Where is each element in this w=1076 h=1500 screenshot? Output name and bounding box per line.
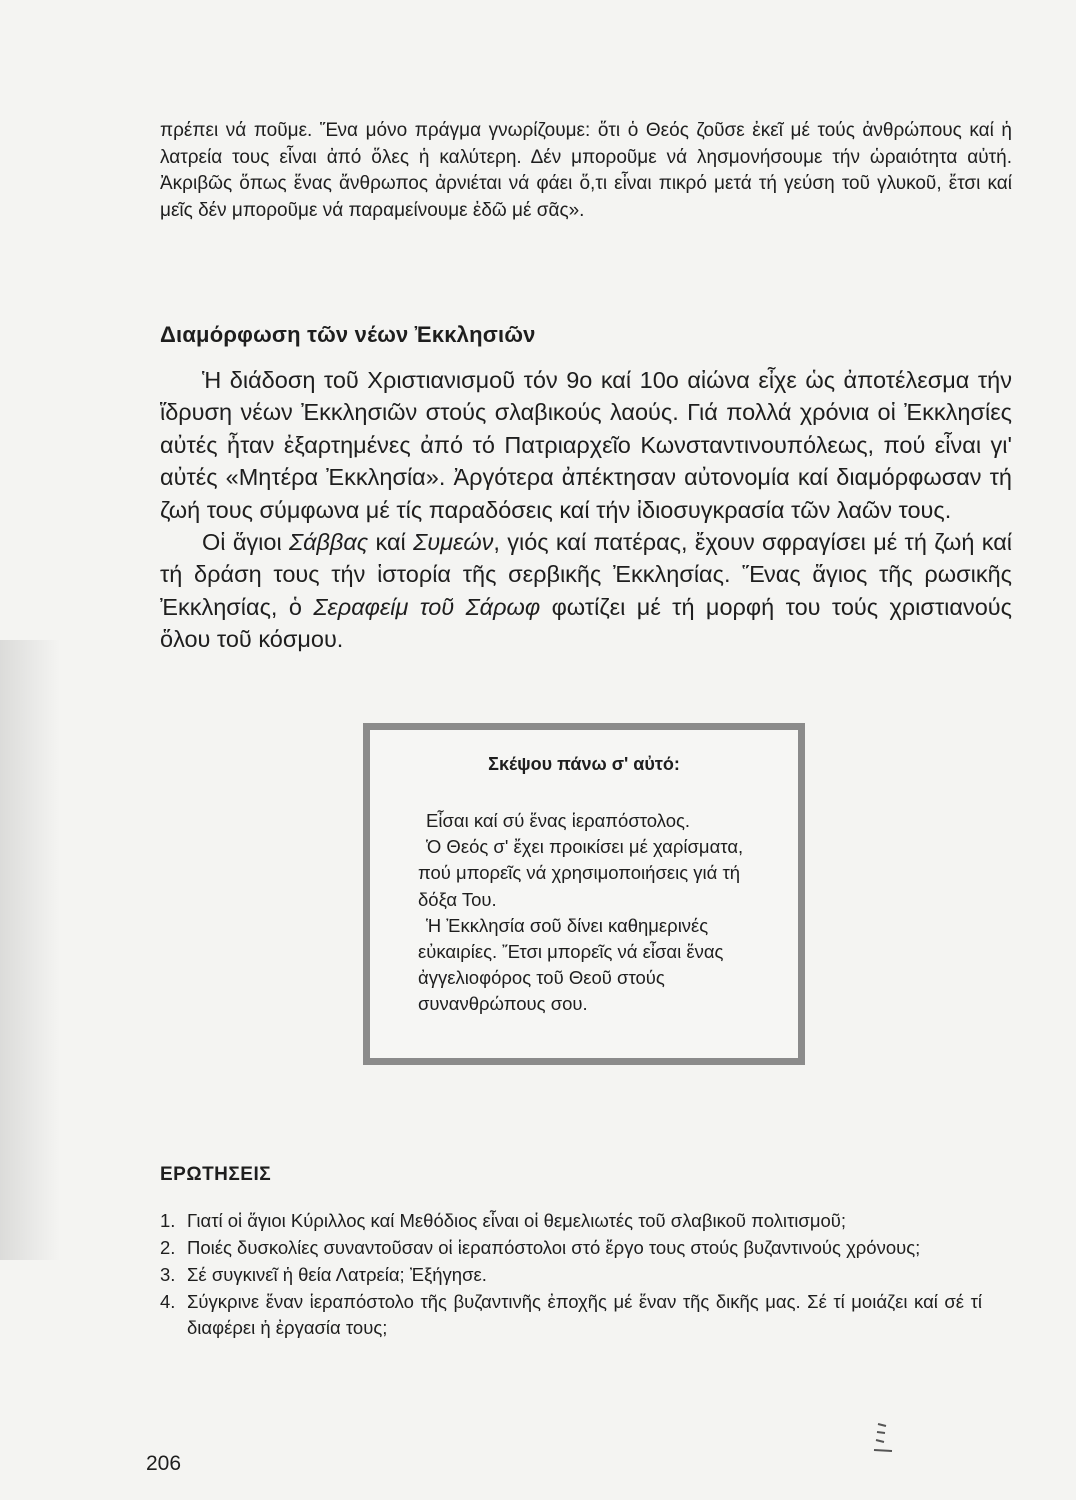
saint-name-seraphim: Σεραφείμ τοῦ Σάρωφ — [313, 593, 541, 620]
think-box-paragraph-3: Ἡ Ἐκκλησία σοῦ δίνει καθημερινές εὐκαιρίες. Ἔτσι μπορεῖς νά εἶσαι ἕνας ἀγγελιοφόρος τοῦ Θεοῦ στούς συνανθρώπους σου. — [418, 914, 724, 1015]
questions-list — [160, 1208, 982, 1342]
saint-name-savvas: Σάββας — [289, 529, 369, 556]
question-number: 4. — [160, 1291, 176, 1312]
saint-name-symeon: Συμεών — [413, 529, 494, 556]
think-box-paragraph-2: Ὁ Θεός σ' ἔχει προικίσει μέ χαρίσματα, πού μπορεῖς νά χρησιμοποιήσεις γιά τή δόξα Του. — [418, 836, 744, 910]
question-item — [160, 1235, 982, 1261]
question-number: 3. — [160, 1264, 176, 1285]
question-text: Γιατί οἱ ἅγιοι Κύριλλος καί Μεθόδιος εἶναι οἱ θεμελιωτές τοῦ σλαβικοῦ πολιτισμοῦ; — [187, 1210, 847, 1231]
think-about-it-box — [363, 723, 805, 1065]
think-box-title: Σκέψου πάνω σ' αὐτό: — [488, 754, 680, 774]
page-edge-shadow — [0, 640, 60, 1260]
ink-mark-icon — [872, 1420, 894, 1454]
section-paragraph-1: Ἡ διάδοση τοῦ Χριστιανισμοῦ τόν 9ο καί 10ο αἰώνα εἶχε ὡς ἀποτέλεσμα τήν ἵδρυση νέων Ἐκκλησιῶν στούς σλαβικούς λαούς. Γιά πολλά χρόνια οἱ Ἐκκλησίες αὐτές ἦταν ἐξαρτημένες ἀπό τό Πατριαρχεῖο Κωνσταντινουπόλεως, πού εἶναι γι' αὐτές «Μητέρα Ἐκκλησία». Ἀργότερα ἀπέκτησαν αὐτονομία καί διαμόρφωσαν τή ζωή τους σύμφωνα μέ τίς παραδόσεις καί τήν ἰδιοσυγκρασία τῶν λαῶν τους. — [160, 367, 1012, 523]
section-heading: Διαμόρφωση τῶν νέων Ἐκκλησιῶν — [160, 322, 536, 347]
section-body — [160, 364, 1012, 656]
text-run: , γιός καί πατέρας, ἔχουν σφραγίσει μέ τή ζωή καί τή δράση τους τήν ἱστορία τῆς σερβικῆς Ἐκκλησίας. Ἕνας ἅγιος τῆς ρωσικῆς Ἐκκλησίας, ὁ — [160, 529, 1013, 620]
question-text: Σύγκρινε ἕναν ἱεραπόστολο τῆς βυζαντινῆς ἐποχῆς μέ ἕναν τῆς δικῆς μας. Σέ τί μοιάζει καί σέ τί διαφέρει ἡ ἐργασία τους; — [187, 1291, 982, 1338]
intro-paragraph: πρέπει νά ποῦμε. Ἕνα μόνο πράγμα γνωρίζουμε: ὅτι ὁ Θεός ζοῦσε ἐκεῖ μέ τούς ἀνθρώπους καί ἡ λατρεία τους εἶναι ἀπό ὅλες ἡ καλύτερη. Δέν μποροῦμε νά λησμονήσουμε τήν ὡραιότητα αὐτή. Ἀκριβῶς ὅπως ἕνας ἄνθρωπος ἀρνιέται νά φάει ὅ,τι εἶναι πικρό μετά τή γεύση τοῦ γλυκοῦ, ἔτσι καί μεῖς δέν μποροῦμε νά παραμείνουμε ἐδῶ μέ σᾶς». — [160, 120, 1012, 221]
text-run: καί — [368, 529, 414, 556]
question-item — [160, 1208, 982, 1234]
question-number: 2. — [160, 1237, 176, 1258]
question-text: Σέ συγκινεῖ ἡ θεία Λατρεία; Ἐξήγησε. — [187, 1264, 487, 1285]
think-box-text — [418, 808, 758, 1018]
questions-heading: ΕΡΩΤΗΣΕΙΣ — [160, 1164, 272, 1185]
question-item — [160, 1262, 982, 1288]
question-item — [160, 1289, 982, 1341]
think-box-paragraph-1: Εἶσαι καί σύ ἕνας ἱεραπόστολος. — [426, 810, 691, 831]
question-text: Ποιές δυσκολίες συναντοῦσαν οἱ ἱεραπόστολοι στό ἔργο τους στούς βυζαντινούς χρόνους; — [187, 1237, 921, 1258]
question-number: 1. — [160, 1210, 176, 1231]
section-paragraph-2 — [160, 526, 1012, 656]
text-run: φωτίζει μέ τή μορφή του τούς χριστιανούς ὅλου τοῦ κόσμου. — [160, 593, 1012, 653]
text-run: Οἱ ἅγιοι — [202, 529, 289, 556]
page-number: 206 — [146, 1452, 182, 1475]
